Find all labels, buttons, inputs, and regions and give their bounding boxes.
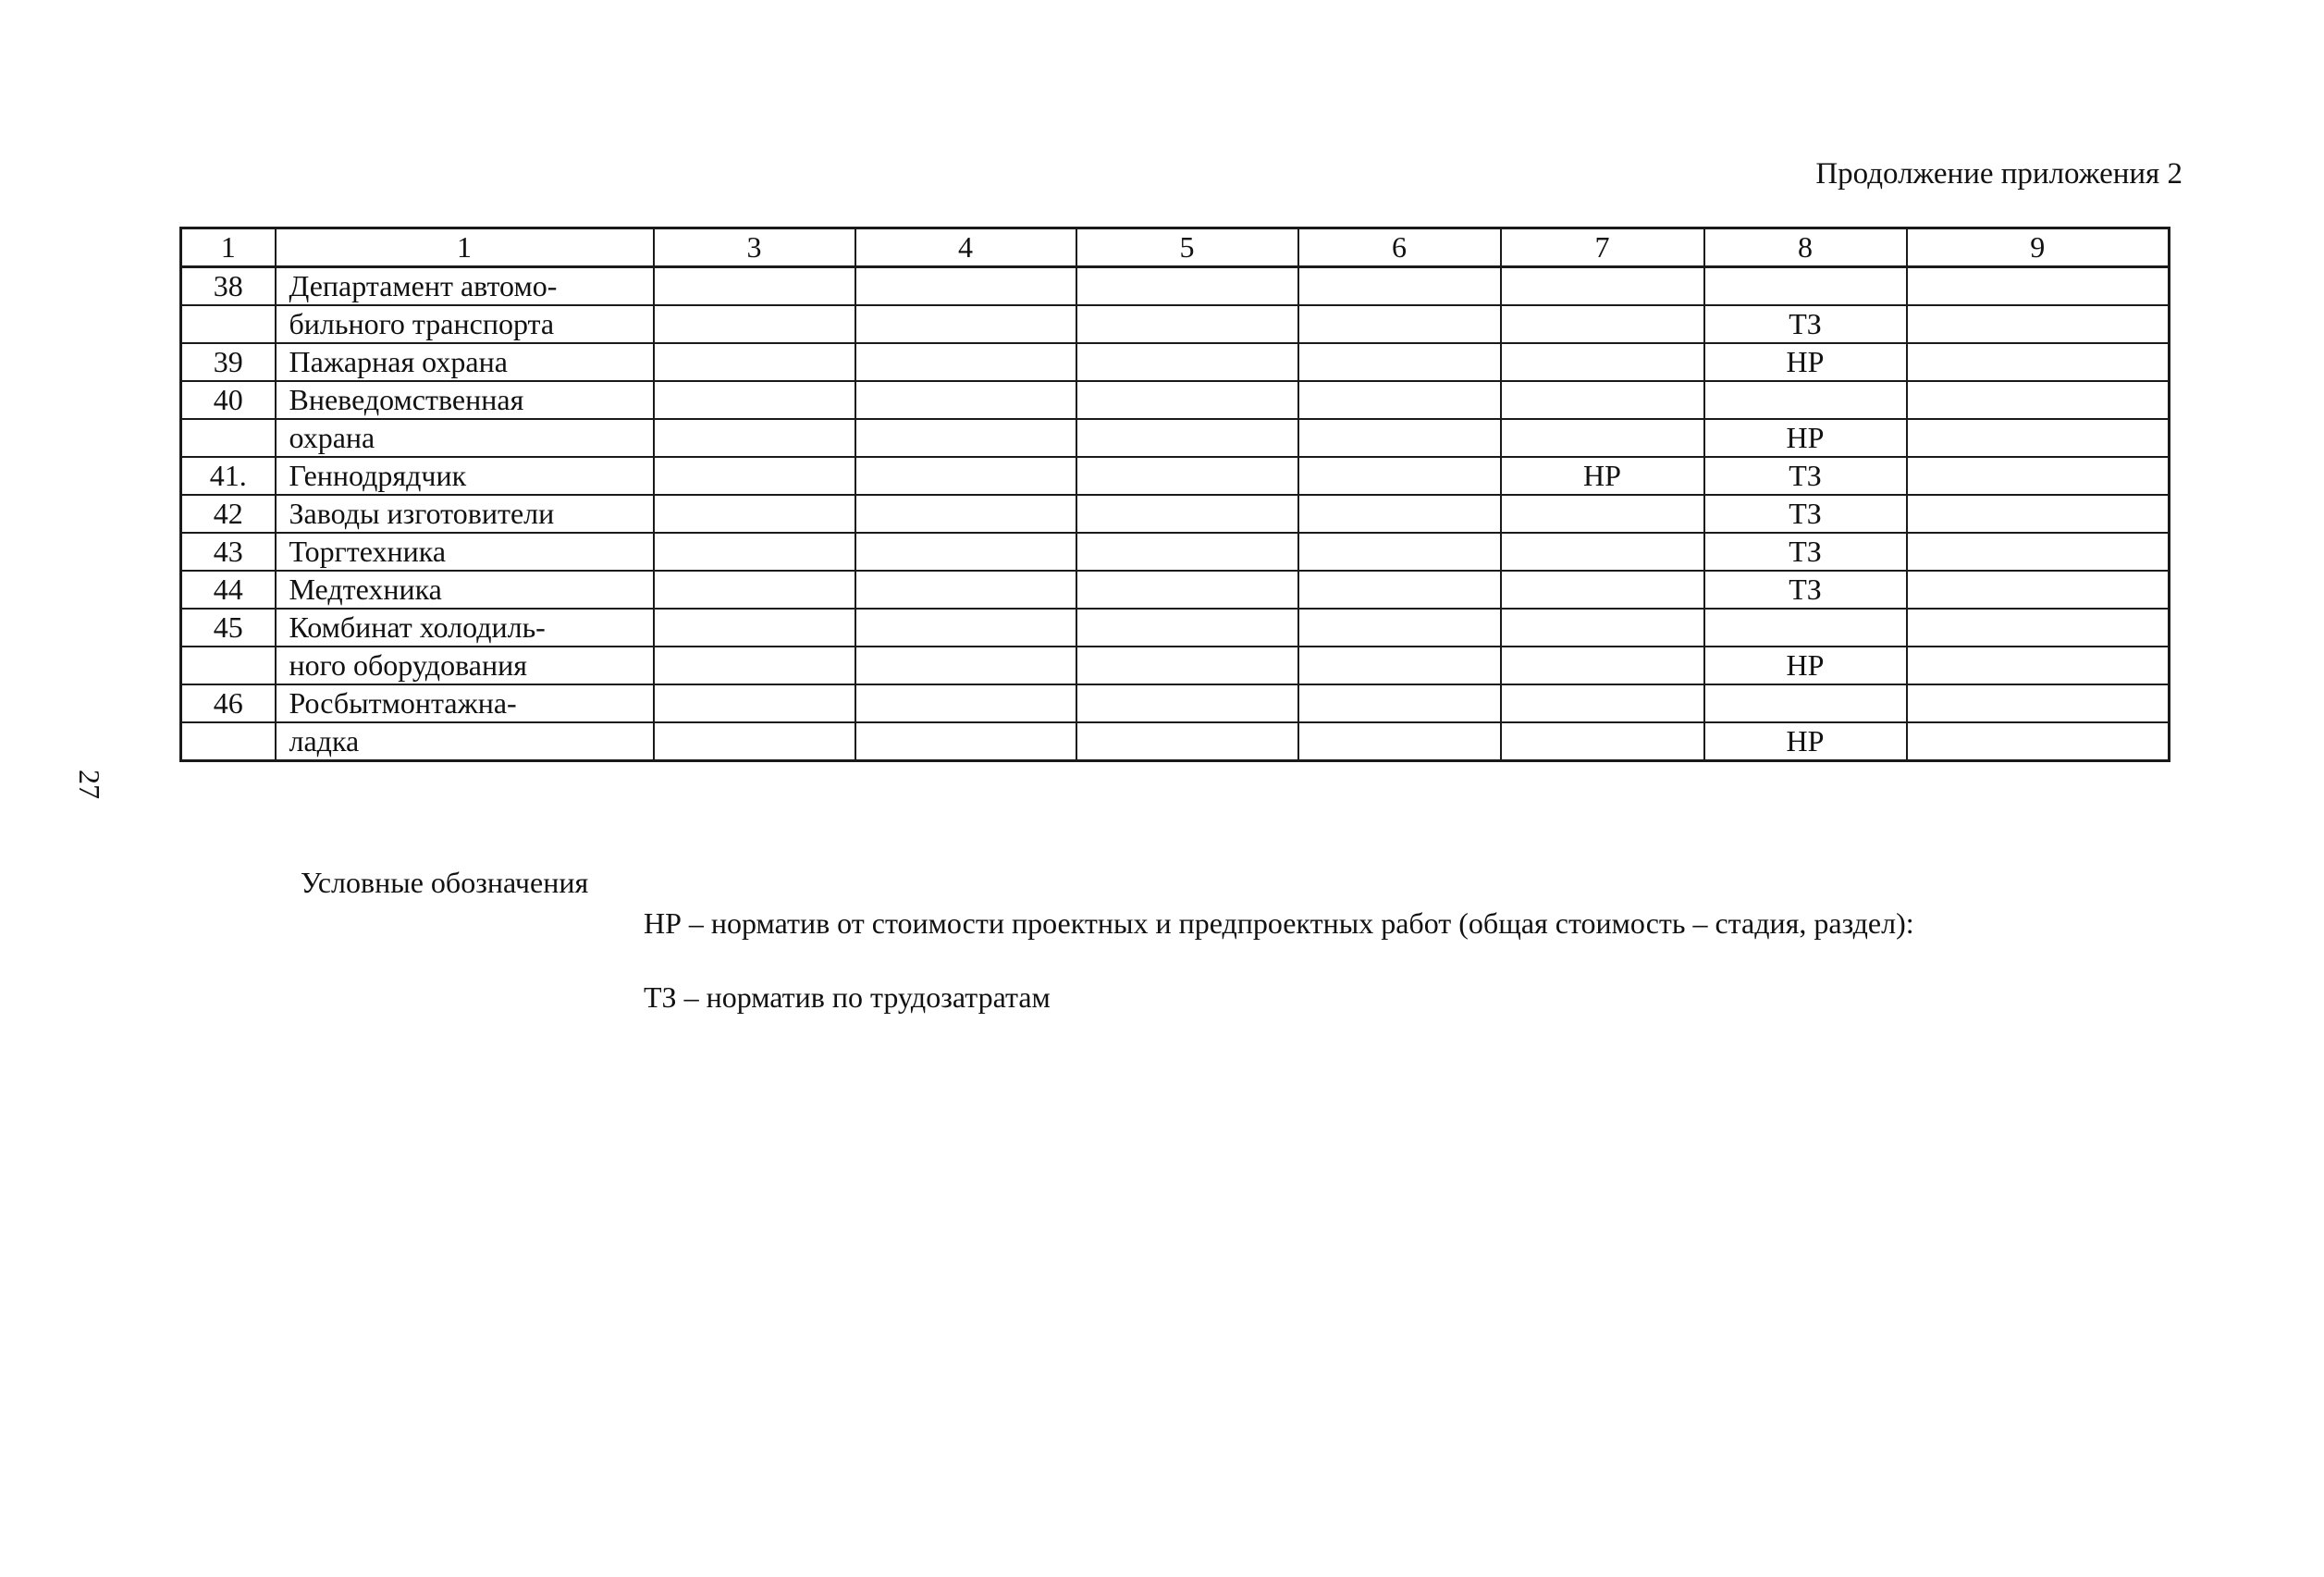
table-row — [181, 609, 2170, 647]
legend-item-nr: НР – норматив от стоимости проектных и предпроектных работ (общая стоимость – стадия, раздел): — [644, 906, 1914, 940]
table-cell — [1907, 609, 2170, 647]
table-cell — [1076, 343, 1298, 381]
row-number-cell: 39 — [181, 343, 276, 381]
organization-name-cell: Торгтехника — [276, 533, 654, 571]
table-cell — [1076, 305, 1298, 343]
column-header: 5 — [1076, 228, 1298, 267]
row-number-cell: 38 — [181, 267, 276, 306]
table-cell — [1907, 533, 2170, 571]
organization-name-cell: охрана — [276, 419, 654, 457]
column-header: 3 — [654, 228, 855, 267]
table-cell — [1907, 722, 2170, 761]
table-cell: НР — [1704, 722, 1907, 761]
table-cell — [1076, 609, 1298, 647]
table-cell — [1907, 647, 2170, 684]
table-cell — [654, 305, 855, 343]
organization-name-cell: Департамент автомо- — [276, 267, 654, 306]
table-cell — [1907, 381, 2170, 419]
table-cell — [1907, 571, 2170, 609]
table-cell — [1076, 684, 1298, 722]
table-cell — [1501, 533, 1704, 571]
table-cell — [855, 381, 1076, 419]
table-cell — [1501, 571, 1704, 609]
organization-name-cell: ладка — [276, 722, 654, 761]
table-cell — [654, 495, 855, 533]
table-cell — [1907, 267, 2170, 306]
table-row — [181, 533, 2170, 571]
table-cell — [1298, 647, 1501, 684]
table-cell: ТЗ — [1704, 305, 1907, 343]
table-cell — [1907, 305, 2170, 343]
row-number-cell: 42 — [181, 495, 276, 533]
table-cell — [1501, 609, 1704, 647]
organization-name-cell: Медтехника — [276, 571, 654, 609]
table-cell — [855, 267, 1076, 306]
row-number-cell: 40 — [181, 381, 276, 419]
organization-name-cell: Комбинат холодиль- — [276, 609, 654, 647]
table-cell — [855, 571, 1076, 609]
table-cell — [1907, 343, 2170, 381]
table-cell: ТЗ — [1704, 533, 1907, 571]
table-cell — [1501, 684, 1704, 722]
table-cell — [1298, 609, 1501, 647]
table-cell — [1076, 419, 1298, 457]
row-number-cell: 46 — [181, 684, 276, 722]
table-cell — [654, 381, 855, 419]
table-cell — [1076, 722, 1298, 761]
page-heading: Продолжение приложения 2 — [1815, 157, 2183, 191]
table-cell — [654, 684, 855, 722]
legend-title: Условные обозначения — [301, 866, 589, 899]
table-cell — [1907, 457, 2170, 495]
column-header: 9 — [1907, 228, 2170, 267]
table-cell — [1501, 647, 1704, 684]
table-cell — [1501, 267, 1704, 306]
row-number-cell: 43 — [181, 533, 276, 571]
table-cell — [1501, 343, 1704, 381]
table-cell — [855, 419, 1076, 457]
column-header: 8 — [1704, 228, 1907, 267]
table-row — [181, 495, 2170, 533]
table-row — [181, 647, 2170, 684]
organization-name-cell: Пажарная охрана — [276, 343, 654, 381]
table-cell — [855, 647, 1076, 684]
table-row — [181, 381, 2170, 419]
table-cell — [1501, 419, 1704, 457]
table-cell — [654, 343, 855, 381]
table-cell: ТЗ — [1704, 495, 1907, 533]
row-number-cell — [181, 305, 276, 343]
table-cell — [1076, 533, 1298, 571]
table-cell — [654, 571, 855, 609]
table-cell — [1298, 419, 1501, 457]
table-cell: НР — [1704, 343, 1907, 381]
table-cell: НР — [1704, 419, 1907, 457]
table-cell — [1298, 305, 1501, 343]
organization-name-cell: Росбытмонтажна- — [276, 684, 654, 722]
header-row — [181, 228, 2170, 267]
table-cell — [855, 533, 1076, 571]
organization-name-cell: бильного транспорта — [276, 305, 654, 343]
table-cell — [654, 267, 855, 306]
table-cell — [1704, 381, 1907, 419]
table-cell — [1298, 457, 1501, 495]
table-cell — [1298, 495, 1501, 533]
legend-item-tz: ТЗ – норматив по трудозатратам — [644, 980, 1051, 1014]
table-cell — [1704, 267, 1907, 306]
table-cell — [1298, 684, 1501, 722]
row-number-cell — [181, 647, 276, 684]
column-header: 7 — [1501, 228, 1704, 267]
table-cell — [1907, 684, 2170, 722]
table-cell — [1076, 381, 1298, 419]
row-number-cell: 45 — [181, 609, 276, 647]
table-cell — [1907, 419, 2170, 457]
table-cell — [1076, 647, 1298, 684]
table-cell: НР — [1501, 457, 1704, 495]
table-row — [181, 305, 2170, 343]
table-cell — [855, 343, 1076, 381]
table-cell — [1501, 495, 1704, 533]
table-cell — [855, 457, 1076, 495]
row-number-cell: 44 — [181, 571, 276, 609]
organization-name-cell: Вневедомственная — [276, 381, 654, 419]
table-cell — [1298, 533, 1501, 571]
table-cell — [1298, 722, 1501, 761]
organization-name-cell: Геннодрядчик — [276, 457, 654, 495]
table-cell — [855, 495, 1076, 533]
table-cell — [1076, 495, 1298, 533]
table-cell — [654, 609, 855, 647]
table-cell — [855, 305, 1076, 343]
table-cell — [1501, 305, 1704, 343]
table-cell — [1704, 684, 1907, 722]
table-cell — [855, 609, 1076, 647]
table-row — [181, 457, 2170, 495]
table-cell: ТЗ — [1704, 457, 1907, 495]
table-cell — [1704, 609, 1907, 647]
table-row — [181, 684, 2170, 722]
table-cell — [1501, 381, 1704, 419]
row-number-cell — [181, 722, 276, 761]
column-header: 6 — [1298, 228, 1501, 267]
organization-name-cell: ного оборудования — [276, 647, 654, 684]
table-cell — [654, 457, 855, 495]
table-cell — [654, 647, 855, 684]
column-header: 1 — [181, 228, 276, 267]
services-table — [179, 227, 2170, 762]
table-cell — [654, 419, 855, 457]
table-row — [181, 571, 2170, 609]
table-row — [181, 267, 2170, 306]
table-cell — [1298, 343, 1501, 381]
table-cell — [855, 722, 1076, 761]
table-cell — [1298, 381, 1501, 419]
table-row — [181, 722, 2170, 761]
table-cell: ТЗ — [1704, 571, 1907, 609]
row-number-cell: 41. — [181, 457, 276, 495]
organization-name-cell: Заводы изготовители — [276, 495, 654, 533]
table-cell — [1076, 457, 1298, 495]
table-cell: НР — [1704, 647, 1907, 684]
table-cell — [855, 684, 1076, 722]
column-header: 1 — [276, 228, 654, 267]
table-cell — [654, 722, 855, 761]
table-cell — [1501, 722, 1704, 761]
column-header: 4 — [855, 228, 1076, 267]
services-table-container — [179, 227, 2170, 762]
table-cell — [1298, 267, 1501, 306]
table-cell — [1076, 267, 1298, 306]
page-number: 27 — [73, 770, 106, 799]
table-cell — [1907, 495, 2170, 533]
table-cell — [654, 533, 855, 571]
table-cell — [1298, 571, 1501, 609]
table-row — [181, 419, 2170, 457]
row-number-cell — [181, 419, 276, 457]
table-row — [181, 343, 2170, 381]
table-cell — [1076, 571, 1298, 609]
